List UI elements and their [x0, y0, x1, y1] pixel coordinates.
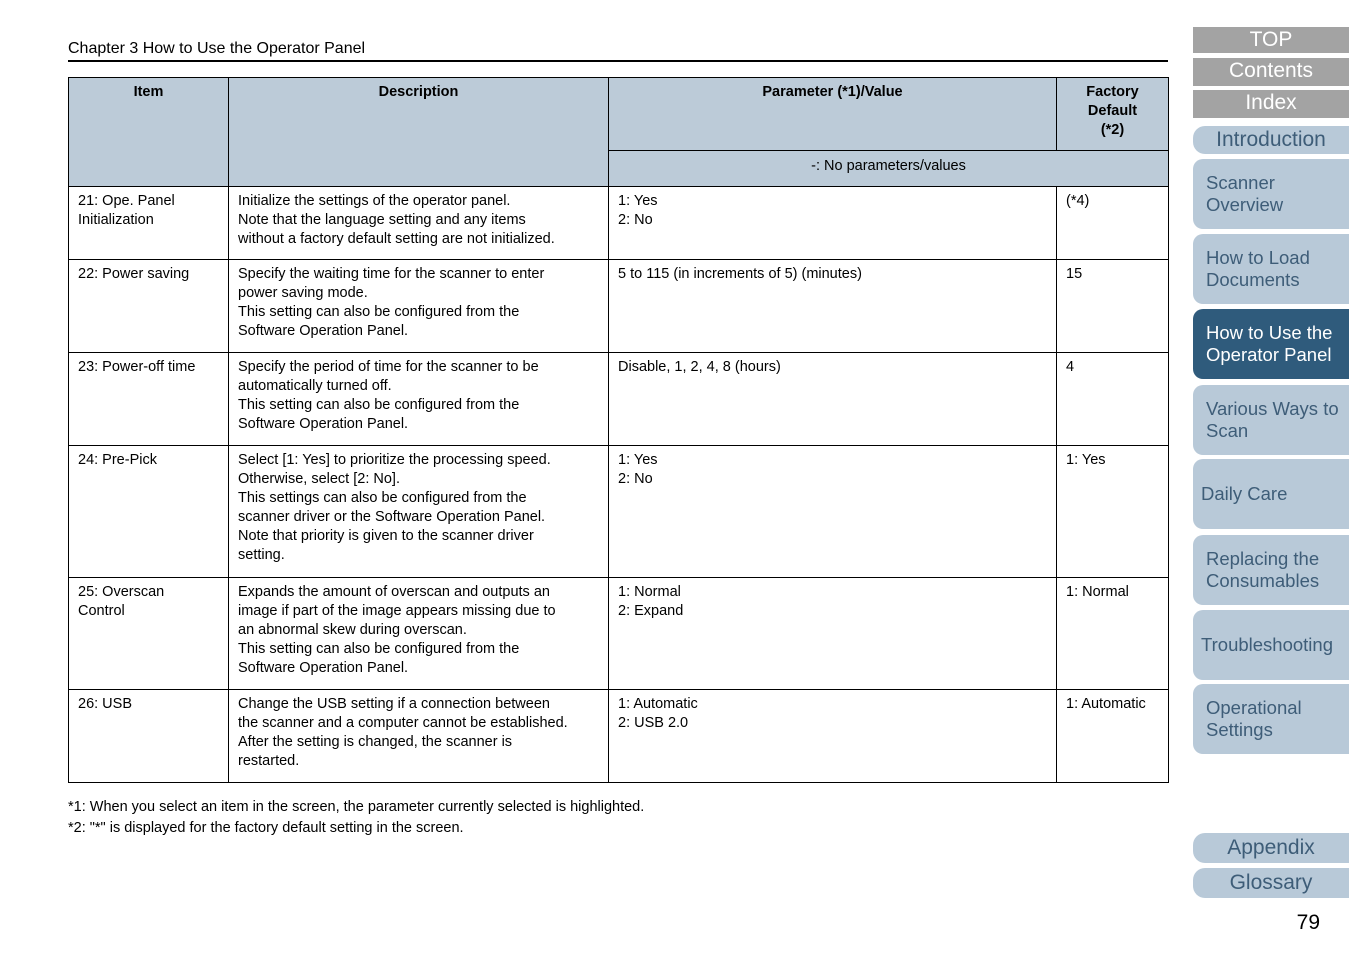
table-row [69, 690, 1169, 783]
sidebar-tab-label: How to Load [1206, 247, 1310, 268]
column-header-factory-default-line: Default [1087, 103, 1138, 119]
sidebar-tab-how-to-use-the-operator-panel[interactable] [1193, 309, 1349, 379]
item-cell-line: Initialization [78, 212, 154, 228]
footnotes [68, 797, 1168, 839]
parameter-cell-line: 2: USB 2.0 [618, 715, 689, 731]
parameter-cell-line: 1: Yes [618, 193, 658, 209]
sidebar-tab-how-to-load-documents[interactable] [1193, 234, 1349, 304]
parameter-cell [609, 690, 1057, 783]
sidebar-tab-label: Operational [1206, 697, 1302, 718]
parameter-cell [609, 446, 1057, 578]
description-cell-line: an abnormal skew during overscan. [238, 622, 467, 638]
header-divider [68, 60, 1168, 62]
page-number: 79 [1296, 911, 1320, 934]
sidebar-tab-label: Glossary [1229, 871, 1313, 894]
item-cell [69, 260, 229, 353]
table-row [69, 353, 1169, 446]
contents-button[interactable]: Contents [1193, 58, 1349, 86]
description-cell [229, 353, 609, 446]
column-header-factory-default-line: Factory [1086, 84, 1139, 100]
item-cell [69, 578, 229, 690]
sidebar-tab-glossary[interactable] [1193, 868, 1349, 898]
table-row [69, 260, 1169, 353]
item-cell-line: Control [78, 603, 125, 619]
description-cell-line: scanner driver or the Software Operation Panel. [238, 509, 546, 525]
sidebar-tab-scanner-overview[interactable] [1193, 159, 1349, 229]
description-cell-line: setting. [238, 547, 285, 563]
description-cell [229, 187, 609, 260]
description-cell-line: Software Operation Panel. [238, 323, 409, 339]
description-cell-line: Note that the language setting and any items [238, 212, 526, 228]
parameter-cell [609, 260, 1057, 353]
sidebar-tab-introduction[interactable] [1193, 126, 1349, 154]
parameter-cell-line: Disable, 1, 2, 4, 8 (hours) [618, 359, 781, 375]
factory-default-cell: 1: Normal [1057, 578, 1169, 690]
description-cell-line: Specify the waiting time for the scanner to enter [238, 266, 545, 282]
sidebar-tab-label: How to Use the [1206, 322, 1333, 343]
item-cell [69, 690, 229, 783]
sidebar-tab-operational-settings[interactable] [1193, 684, 1349, 754]
description-cell [229, 446, 609, 578]
description-cell-line: without a factory default setting are not initialized. [238, 231, 555, 247]
parameter-cell-line: 1: Normal [618, 584, 681, 600]
sidebar-tab-label: Operator Panel [1206, 344, 1332, 365]
description-cell-line: This setting can also be configured from the [238, 397, 520, 413]
sidebar-tab-label: Appendix [1227, 836, 1315, 859]
sidebar-tab-label: Scanner [1206, 172, 1275, 193]
description-cell [229, 690, 609, 783]
factory-default-cell: (*4) [1057, 187, 1169, 260]
sidebar-tab-daily-care[interactable] [1193, 459, 1349, 529]
description-cell-line: After the setting is changed, the scanner is [238, 734, 513, 750]
item-cell [69, 353, 229, 446]
parameter-cell-line: 5 to 115 (in increments of 5) (minutes) [618, 266, 862, 282]
sidebar-tab-replacing-the-consumables[interactable] [1193, 535, 1349, 605]
parameter-cell [609, 187, 1057, 260]
sidebar-navigation [1193, 0, 1350, 954]
chapter-title: Chapter 3 How to Use the Operator Panel [68, 40, 366, 57]
description-cell-line: Select [1: Yes] to prioritize the processing speed. [238, 452, 551, 468]
item-cell-line: 26: USB [78, 696, 132, 712]
item-cell-line: 21: Ope. Panel [78, 193, 175, 209]
description-cell [229, 260, 609, 353]
top-button[interactable]: TOP [1193, 27, 1349, 53]
parameter-cell [609, 353, 1057, 446]
description-cell-line: power saving mode. [238, 285, 368, 301]
column-header-item: Item [69, 78, 229, 187]
sidebar-tab-appendix[interactable] [1193, 833, 1349, 863]
sidebar-tab-label: Various Ways to [1206, 398, 1339, 419]
item-cell-line: 25: Overscan [78, 584, 165, 600]
no-parameters-note: -: No parameters/values [609, 151, 1169, 187]
description-cell-line: Note that priority is given to the scanner driver [238, 528, 534, 544]
table-body [69, 187, 1169, 783]
sidebar-tab-label: Documents [1206, 269, 1300, 290]
description-cell-line: Change the USB setting if a connection between [238, 696, 550, 712]
table-row [69, 578, 1169, 690]
description-cell-line: Specify the period of time for the scanner to be [238, 359, 539, 375]
description-cell-line: image if part of the image appears missing due to [238, 603, 556, 619]
parameter-cell-line: 2: No [618, 212, 653, 228]
sidebar-tab-label: Replacing the [1206, 548, 1320, 569]
sidebar-tab-label: Troubleshooting [1201, 634, 1333, 655]
sidebar-tab-troubleshooting[interactable] [1193, 610, 1349, 680]
sidebar-tab-label: Settings [1206, 719, 1273, 740]
description-cell-line: Expands the amount of overscan and outputs an [238, 584, 550, 600]
factory-default-cell: 1: Automatic [1057, 690, 1169, 783]
description-cell-line: Software Operation Panel. [238, 660, 409, 676]
table-row [69, 446, 1169, 578]
sidebar-tab-label: Consumables [1206, 570, 1320, 591]
parameter-cell-line: 2: Expand [618, 603, 684, 619]
parameter-cell-line: 2: No [618, 471, 653, 487]
column-header-factory-default [1057, 78, 1169, 151]
description-cell-line: Otherwise, select [2: No]. [238, 471, 400, 487]
factory-default-cell: 1: Yes [1057, 446, 1169, 578]
description-cell-line: Initialize the settings of the operator panel. [238, 193, 511, 209]
factory-default-cell: 4 [1057, 353, 1169, 446]
parameter-cell-line: 1: Yes [618, 452, 658, 468]
sidebar-tab-various-ways-to-scan[interactable] [1193, 385, 1349, 455]
column-header-parameter: Parameter (*1)/Value [609, 78, 1057, 151]
factory-default-cell: 15 [1057, 260, 1169, 353]
footnote-1: *1: When you select an item in the screen, the parameter currently selected is highlighted. [68, 799, 645, 815]
item-cell-line: 24: Pre-Pick [78, 452, 157, 468]
description-cell-line: restarted. [238, 753, 300, 769]
sidebar-tab-label: Overview [1206, 194, 1284, 215]
table-row [69, 187, 1169, 260]
description-cell-line: This setting can also be configured from the [238, 641, 520, 657]
sidebar-tab-label: Daily Care [1201, 483, 1288, 504]
item-cell [69, 187, 229, 260]
description-cell-line: Software Operation Panel. [238, 416, 409, 432]
index-button[interactable]: Index [1193, 90, 1349, 118]
item-cell-line: 22: Power saving [78, 266, 190, 282]
column-header-factory-default-line: (*2) [1100, 122, 1125, 138]
description-cell-line: This setting can also be configured from the [238, 304, 520, 320]
description-cell-line: automatically turned off. [238, 378, 392, 394]
settings-table [68, 77, 1169, 783]
item-cell-line: 23: Power-off time [78, 359, 196, 375]
description-cell-line: the scanner and a computer cannot be established. [238, 715, 568, 731]
sidebar-tab-label: Scan [1206, 420, 1249, 441]
parameter-cell-line: 1: Automatic [618, 696, 698, 712]
sidebar-tab-label: Introduction [1216, 128, 1326, 151]
parameter-cell [609, 578, 1057, 690]
description-cell-line: This settings can also be configured from the [238, 490, 527, 506]
column-header-description: Description [229, 78, 609, 187]
footnote-2: *2: "*" is displayed for the factory default setting in the screen. [68, 820, 464, 836]
description-cell [229, 578, 609, 690]
item-cell [69, 446, 229, 578]
